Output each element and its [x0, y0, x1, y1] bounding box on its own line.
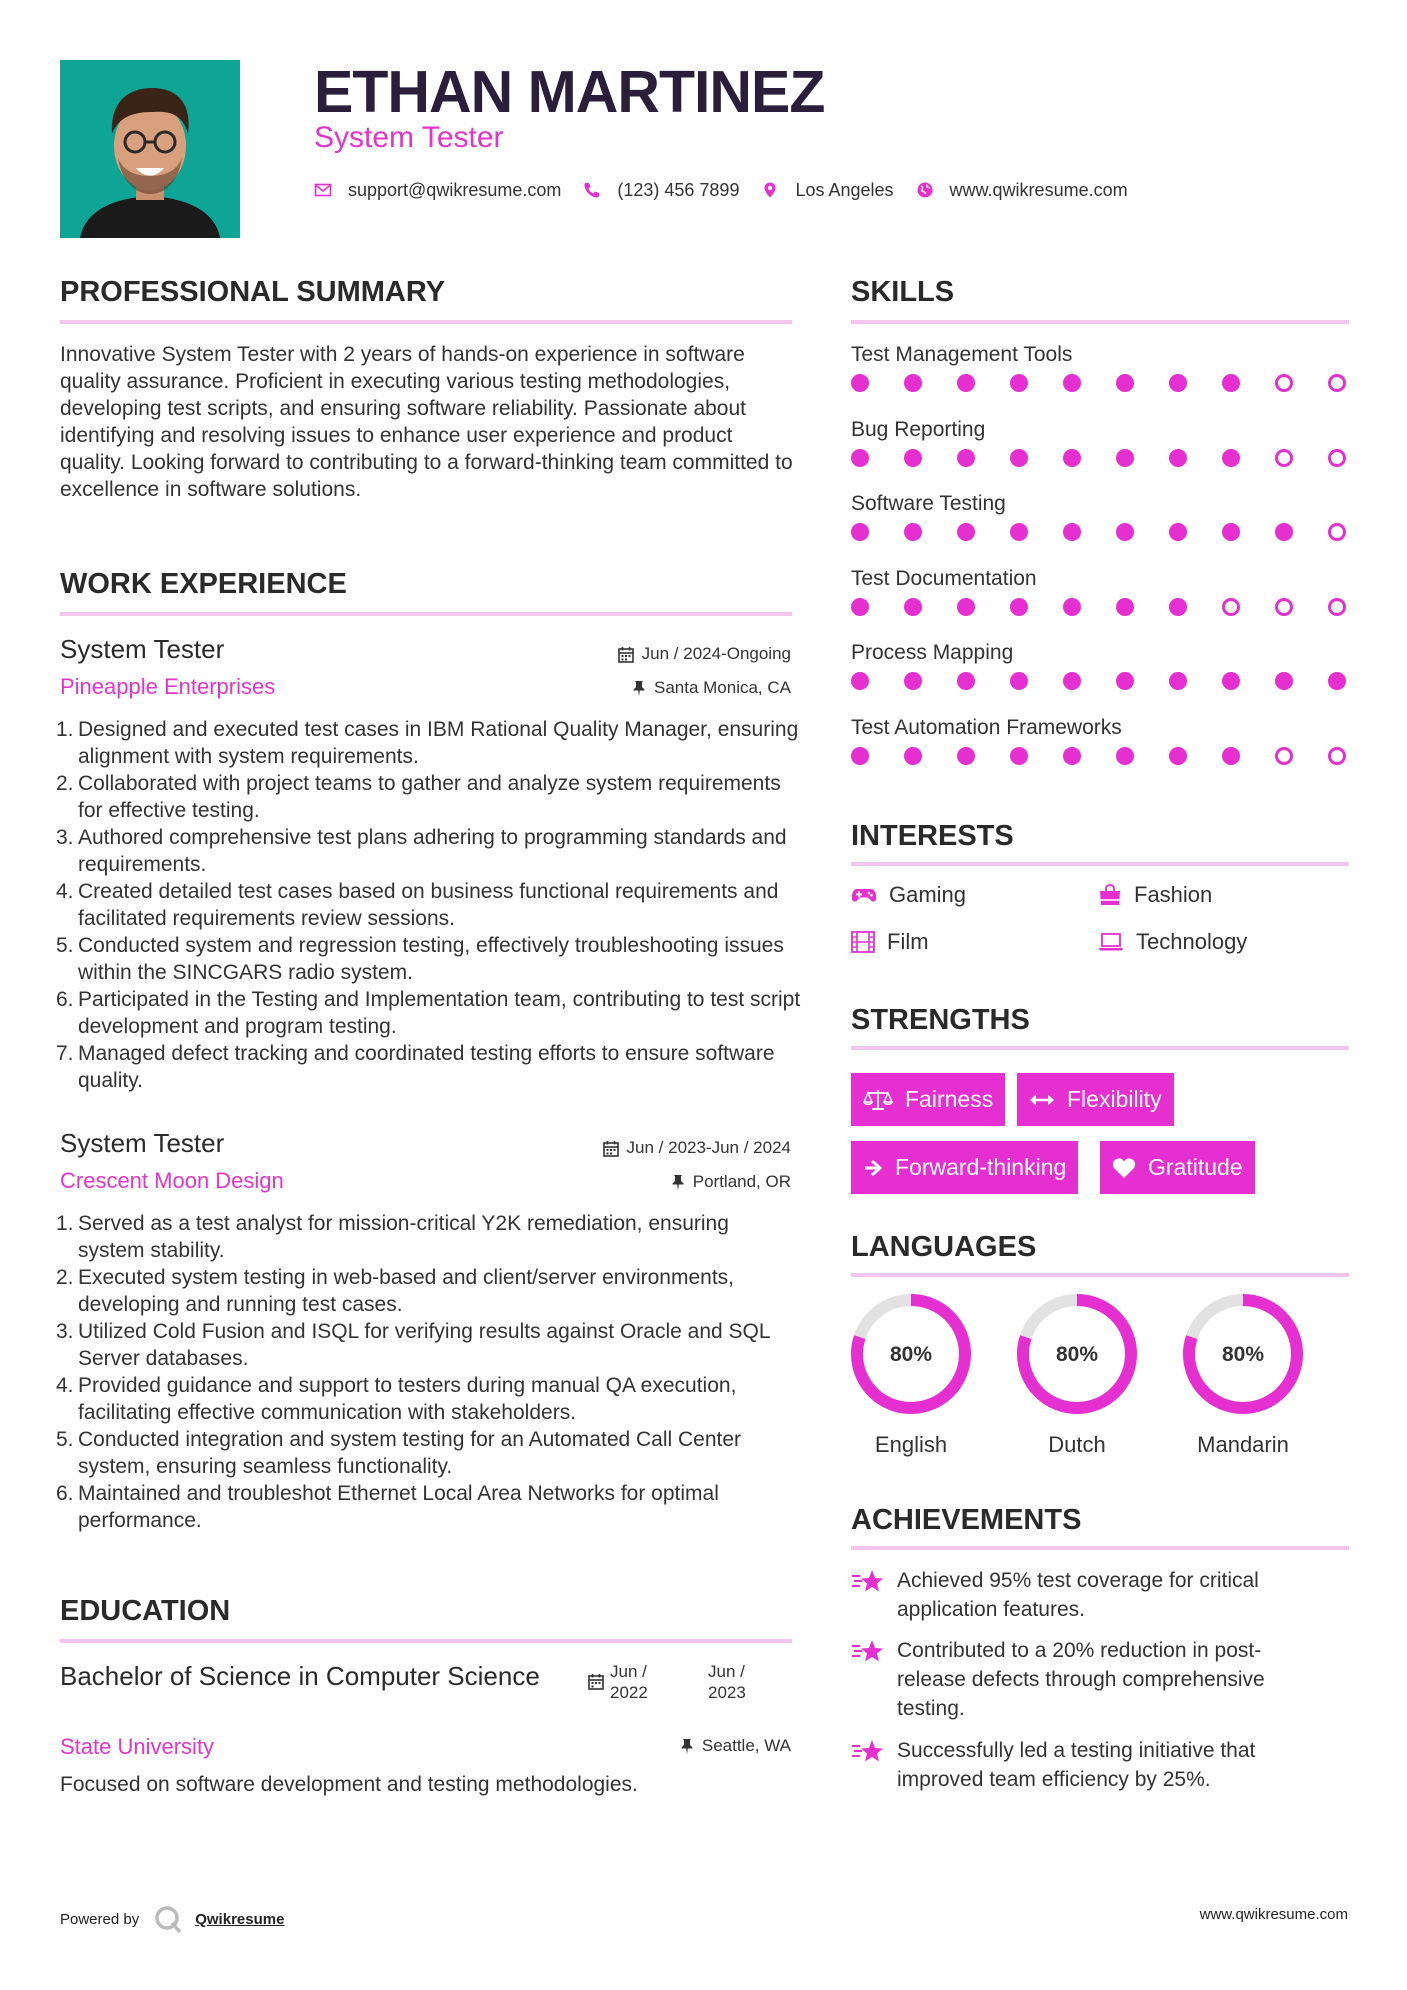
rating-dot-filled	[851, 747, 869, 765]
rating-dot-filled	[1116, 747, 1134, 765]
interest-film	[851, 929, 929, 955]
contact-website-text: www.qwikresume.com	[949, 179, 1128, 200]
job-1-dates-text: Jun / 2024-Ongoing	[641, 644, 791, 663]
rating-dot-empty	[1275, 374, 1293, 392]
education-dates	[588, 1661, 762, 1703]
rating-dot-filled	[1010, 747, 1028, 765]
star-icon	[851, 1738, 885, 1764]
contact-bar	[314, 177, 1150, 203]
interest-technology	[1098, 929, 1247, 955]
skills-heading: SKILLS	[851, 276, 955, 308]
rating-dot-filled	[1063, 598, 1081, 616]
list-item: 6. Maintained and troubleshot Ethernet Local Area Networks for optimal performance.	[56, 1482, 719, 1532]
profile-photo	[60, 60, 240, 238]
language-progress-ring	[1181, 1292, 1305, 1416]
rating-dot-filled	[1116, 672, 1134, 690]
experience-divider	[60, 612, 792, 616]
strengths-divider	[851, 1046, 1349, 1050]
strength-flexibility	[1017, 1073, 1174, 1126]
rating-dot-filled	[1116, 374, 1134, 392]
list-item: 2. Executed system testing in web-based and client/server environments, developing and running test cases.	[56, 1266, 734, 1316]
rating-dot-filled	[1222, 747, 1240, 765]
language-progress-ring	[1015, 1292, 1139, 1416]
star-icon	[851, 1638, 885, 1664]
achievement-item	[851, 1736, 1321, 1794]
skill-rating	[851, 374, 1351, 394]
rating-dot-filled	[904, 374, 922, 392]
list-item: 1. Served as a test analyst for mission-critical Y2K remediation, ensuring system stability.	[56, 1212, 729, 1262]
job-2-location	[671, 1172, 791, 1192]
job-2-title: System Tester	[60, 1128, 225, 1158]
experience-heading: WORK EXPERIENCE	[60, 568, 347, 600]
rating-dot-filled	[957, 598, 975, 616]
footer-website[interactable]: www.qwikresume.com	[1199, 1906, 1348, 1923]
gamepad-icon	[851, 886, 877, 904]
heart-icon	[1112, 1157, 1136, 1179]
rating-dot-filled	[1169, 449, 1187, 467]
rating-dot-filled	[1063, 449, 1081, 467]
list-item: 3. Authored comprehensive test plans adhering to programming standards and requirements.	[56, 826, 787, 876]
list-item: 5. Conducted system and regression testing, effectively troubleshooting issues within the SINCGARS radio system.	[56, 934, 784, 984]
rating-dot-filled	[1275, 672, 1293, 690]
summary-heading: PROFESSIONAL SUMMARY	[60, 276, 446, 308]
language-name: Dutch	[1048, 1432, 1106, 1457]
list-item: 3. Utilized Cold Fusion and ISQL for verifying results against Oracle and SQL Server databases.	[56, 1320, 770, 1370]
candidate-name: ETHAN MARTINEZ	[314, 59, 825, 125]
rating-dot-filled	[851, 523, 869, 541]
skill-name: Test Management Tools	[851, 343, 1073, 366]
strength-label: Forward-thinking	[895, 1154, 1067, 1180]
education-end-date: Jun / 2023	[708, 1662, 746, 1702]
rating-dot-empty	[1328, 523, 1346, 541]
interests-divider	[851, 862, 1349, 866]
language-name: English	[874, 1432, 948, 1457]
achievement-text: Achieved 95% test coverage for critical application features.	[897, 1569, 1259, 1621]
rating-dot-filled	[1063, 374, 1081, 392]
skill-rating	[851, 598, 1351, 618]
contact-location	[761, 180, 893, 201]
arrow-right-icon	[863, 1158, 883, 1178]
job-2-dates	[603, 1138, 791, 1158]
interest-fashion	[1098, 882, 1212, 908]
contact-email-text: support@qwikresume.com	[348, 179, 562, 200]
job-2-location-text: Portland, OR	[692, 1172, 791, 1191]
achievement-text: Successfully led a testing initiative that improved team efficiency by 25%.	[897, 1739, 1256, 1791]
rating-dot-filled	[1275, 523, 1293, 541]
rating-dot-empty	[1328, 598, 1346, 616]
rating-dot-empty	[1222, 598, 1240, 616]
skill-name: Process Mapping	[851, 641, 1014, 664]
rating-dot-empty	[1275, 449, 1293, 467]
rating-dot-filled	[1169, 598, 1187, 616]
rating-dot-filled	[1063, 672, 1081, 690]
rating-dot-filled	[1010, 598, 1028, 616]
pushpin-icon	[671, 1174, 685, 1191]
arrows-horizontal-icon	[1029, 1092, 1055, 1108]
contact-email[interactable]	[314, 180, 561, 201]
skill-name: Software Testing	[851, 492, 1006, 515]
education-school: State University	[60, 1734, 215, 1759]
education-degree: Bachelor of Science in Computer Science	[60, 1661, 540, 1691]
strength-gratitude	[1100, 1141, 1255, 1194]
pushpin-icon	[632, 680, 646, 697]
rating-dot-filled	[1010, 672, 1028, 690]
interest-label: Gaming	[889, 882, 967, 907]
job-1-company: Pineapple Enterprises	[60, 674, 276, 699]
list-item: 5. Conducted integration and system testing for an Automated Call Center system, ensuring seamless functionality.	[56, 1428, 742, 1478]
rating-dot-filled	[1222, 523, 1240, 541]
rating-dot-filled	[904, 598, 922, 616]
skill-rating	[851, 672, 1351, 692]
rating-dot-filled	[1010, 523, 1028, 541]
rating-dot-filled	[851, 672, 869, 690]
strengths-heading: STRENGTHS	[851, 1004, 1030, 1036]
phone-icon	[583, 181, 601, 199]
rating-dot-filled	[851, 449, 869, 467]
strength-label: Flexibility	[1067, 1086, 1162, 1112]
candidate-role: System Tester	[314, 121, 504, 154]
rating-dot-filled	[1328, 672, 1346, 690]
job-2-company: Crescent Moon Design	[60, 1168, 284, 1193]
language-percent: 80%	[889, 1343, 933, 1366]
strength-fairness	[851, 1073, 1005, 1126]
achievement-item	[851, 1636, 1321, 1723]
powered-by-text: Powered by	[60, 1910, 140, 1928]
interest-gaming	[851, 882, 966, 908]
job-1-dates	[618, 644, 791, 664]
education-heading: EDUCATION	[60, 1595, 231, 1627]
interest-label: Film	[887, 929, 929, 954]
globe-icon	[916, 181, 934, 199]
list-item: 7. Managed defect tracking and coordinated testing efforts to ensure software quality.	[56, 1042, 775, 1092]
achievement-text: Contributed to a 20% reduction in post-release defects through comprehensive testing.	[897, 1639, 1265, 1720]
job-1-location-text: Santa Monica, CA	[653, 678, 791, 697]
rating-dot-filled	[1116, 449, 1134, 467]
achievements-heading: ACHIEVEMENTS	[851, 1504, 1082, 1536]
summary-divider	[60, 320, 792, 324]
footer-powered-by	[60, 1904, 284, 1934]
strength-label: Fairness	[905, 1086, 994, 1112]
rating-dot-filled	[1222, 672, 1240, 690]
rating-dot-filled	[1116, 598, 1134, 616]
rating-dot-filled	[1063, 747, 1081, 765]
rating-dot-filled	[904, 747, 922, 765]
rating-dot-filled	[957, 374, 975, 392]
rating-dot-filled	[1116, 523, 1134, 541]
shopping-bag-icon	[1098, 884, 1122, 906]
pushpin-icon	[680, 1738, 694, 1755]
education-location-text: Seattle, WA	[701, 1736, 791, 1755]
interest-label: Technology	[1136, 929, 1248, 954]
education-divider	[60, 1639, 792, 1643]
calendar-icon	[588, 1673, 604, 1690]
skill-rating	[851, 449, 1351, 469]
job-1-location	[632, 678, 791, 698]
star-icon	[851, 1568, 885, 1594]
education-start-date: Jun / 2022	[610, 1662, 648, 1702]
job-1-title: System Tester	[60, 634, 225, 664]
language-name: Mandarin	[1197, 1432, 1289, 1457]
rating-dot-filled	[1010, 449, 1028, 467]
laptop-icon	[1098, 932, 1124, 952]
rating-dot-empty	[1328, 374, 1346, 392]
languages-divider	[851, 1273, 1349, 1277]
job-2-bullets	[56, 1210, 801, 1534]
contact-phone[interactable]	[583, 180, 739, 201]
languages-heading: LANGUAGES	[851, 1231, 1037, 1263]
summary-text: Innovative System Tester with 2 years of hands-on experience in software quality assurance. Proficient in executing various testing methodologies, developing test scripts, and ensuring software reliability. Passionate about identifying and resolving issues to enhance user experience and product quality. Looking forward to contributing to a forward-thinking team committed to excellence in software solutions.	[60, 343, 793, 501]
rating-dot-filled	[1222, 374, 1240, 392]
rating-dot-filled	[957, 449, 975, 467]
rating-dot-filled	[1169, 374, 1187, 392]
rating-dot-filled	[957, 747, 975, 765]
interests-heading: INTERESTS	[851, 820, 1014, 852]
rating-dot-filled	[1169, 523, 1187, 541]
skill-name: Test Documentation	[851, 566, 1037, 590]
skills-divider	[851, 320, 1349, 324]
skill-name: Bug Reporting	[851, 417, 986, 441]
language-progress-ring	[849, 1292, 973, 1416]
rating-dot-filled	[1063, 523, 1081, 541]
rating-dot-filled	[904, 449, 922, 467]
rating-dot-filled	[957, 523, 975, 541]
job-2-dates-text: Jun / 2023-Jun / 2024	[626, 1138, 791, 1157]
rating-dot-filled	[904, 672, 922, 690]
rating-dot-filled	[1222, 449, 1240, 467]
skill-rating	[851, 747, 1351, 767]
language-percent: 80%	[1221, 1343, 1265, 1366]
education-location	[680, 1736, 791, 1756]
rating-dot-filled	[1010, 374, 1028, 392]
skill-name: Test Automation Frameworks	[851, 715, 1122, 739]
interest-label: Fashion	[1134, 882, 1213, 907]
calendar-icon	[618, 646, 634, 663]
film-icon	[851, 931, 875, 953]
education-description: Focused on software development and testing methodologies.	[60, 1773, 638, 1796]
rating-dot-filled	[904, 523, 922, 541]
map-marker-icon	[761, 181, 779, 199]
achievement-item	[851, 1566, 1321, 1624]
strength-label: Gratitude	[1148, 1154, 1243, 1180]
job-1-bullets	[56, 716, 801, 1094]
contact-phone-text: (123) 456 7899	[617, 179, 740, 200]
rating-dot-empty	[1328, 747, 1346, 765]
list-item: 2. Collaborated with project teams to gather and analyze system requirements for effective testing.	[56, 772, 781, 822]
skill-rating	[851, 523, 1351, 543]
list-item: 1. Designed and executed test cases in IBM Rational Quality Manager, ensuring alignment with system requirements.	[56, 718, 799, 768]
rating-dot-filled	[851, 598, 869, 616]
list-item: 4. Provided guidance and support to testers during manual QA execution, facilitating effective communication with stakeholders.	[56, 1374, 737, 1424]
list-item: 6. Participated in the Testing and Implementation team, contributing to test script development and program testing.	[56, 988, 801, 1038]
calendar-icon	[603, 1140, 619, 1157]
rating-dot-filled	[1169, 672, 1187, 690]
balance-scale-icon	[863, 1088, 893, 1112]
rating-dot-empty	[1275, 747, 1293, 765]
contact-website[interactable]	[916, 180, 1128, 201]
list-item: 4. Created detailed test cases based on business functional requirements and facilitated requirements review sessions.	[56, 880, 779, 930]
rating-dot-filled	[851, 374, 869, 392]
rating-dot-empty	[1328, 449, 1346, 467]
rating-dot-empty	[1275, 598, 1293, 616]
rating-dot-filled	[957, 672, 975, 690]
qwikresume-link[interactable]: Qwikresume	[195, 1910, 285, 1928]
rating-dot-filled	[1169, 747, 1187, 765]
strength-forward-thinking	[851, 1141, 1078, 1194]
envelope-icon	[314, 181, 332, 199]
contact-location-text: Los Angeles	[795, 179, 894, 200]
achievements-divider	[851, 1546, 1349, 1550]
language-percent: 80%	[1055, 1343, 1099, 1366]
qwikresume-logo-icon	[153, 1904, 183, 1934]
